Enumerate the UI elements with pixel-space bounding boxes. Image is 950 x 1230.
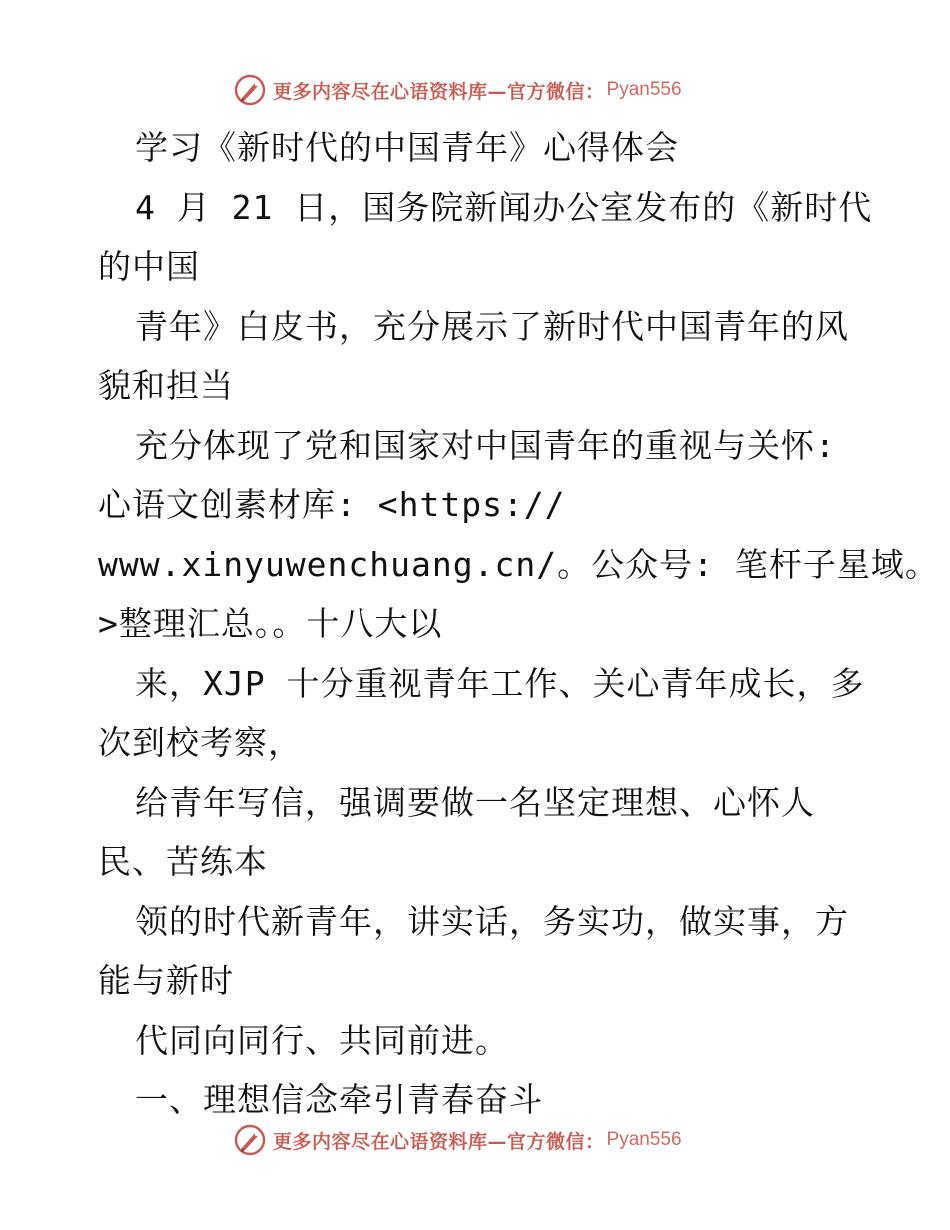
pen-logo-icon bbox=[233, 1123, 267, 1157]
text-line: 一、理想信念牵引青春奋斗 bbox=[135, 1080, 543, 1119]
text-line: >整理汇总。。十八大以 bbox=[98, 604, 443, 643]
text-line: 貌和担当 bbox=[98, 366, 234, 405]
watermark-handle: Pyan556 bbox=[606, 79, 682, 100]
text-line: 能与新时 bbox=[98, 961, 234, 1000]
text-line: 学习《新时代的中国青年》心得体会 bbox=[135, 128, 679, 167]
text-line: 次到校考察， bbox=[98, 723, 302, 762]
text-line: 的中国 bbox=[98, 247, 200, 286]
watermark-text: 更多内容尽在心语资料库—官方微信： bbox=[273, 80, 605, 103]
watermark-text: 更多内容尽在心语资料库—官方微信： bbox=[273, 1130, 605, 1153]
footer-watermark bbox=[233, 1122, 682, 1158]
text-line: 领的时代新青年，讲实话，务实功，做实事，方 bbox=[135, 901, 849, 941]
text-line: 来，XJP 十分重视青年工作、关心青年成长，多 bbox=[135, 663, 865, 703]
text-line: 4 月 21 日，国务院新闻办公室发布的《新时代 bbox=[135, 187, 873, 227]
watermark-handle: Pyan556 bbox=[606, 1129, 682, 1150]
pen-logo-icon bbox=[233, 73, 267, 107]
text-line: 代同向同行、共同前进。 bbox=[135, 1020, 509, 1060]
text-line: 青年》白皮书，充分展示了新时代中国青年的风 bbox=[135, 306, 849, 346]
text-line: 充分体现了党和国家对中国青年的重视与关怀: bbox=[135, 425, 836, 465]
text-line: 心语文创素材库: <https:// bbox=[98, 485, 566, 524]
header-watermark bbox=[233, 72, 682, 108]
document-body bbox=[98, 118, 939, 1130]
text-line: 民、苦练本 bbox=[98, 842, 268, 881]
text-line: www.xinyuwenchuang.cn/。公众号: 笔杆子星域。 bbox=[98, 544, 939, 584]
text-line: 给青年写信，强调要做一名坚定理想、心怀人 bbox=[135, 782, 815, 822]
